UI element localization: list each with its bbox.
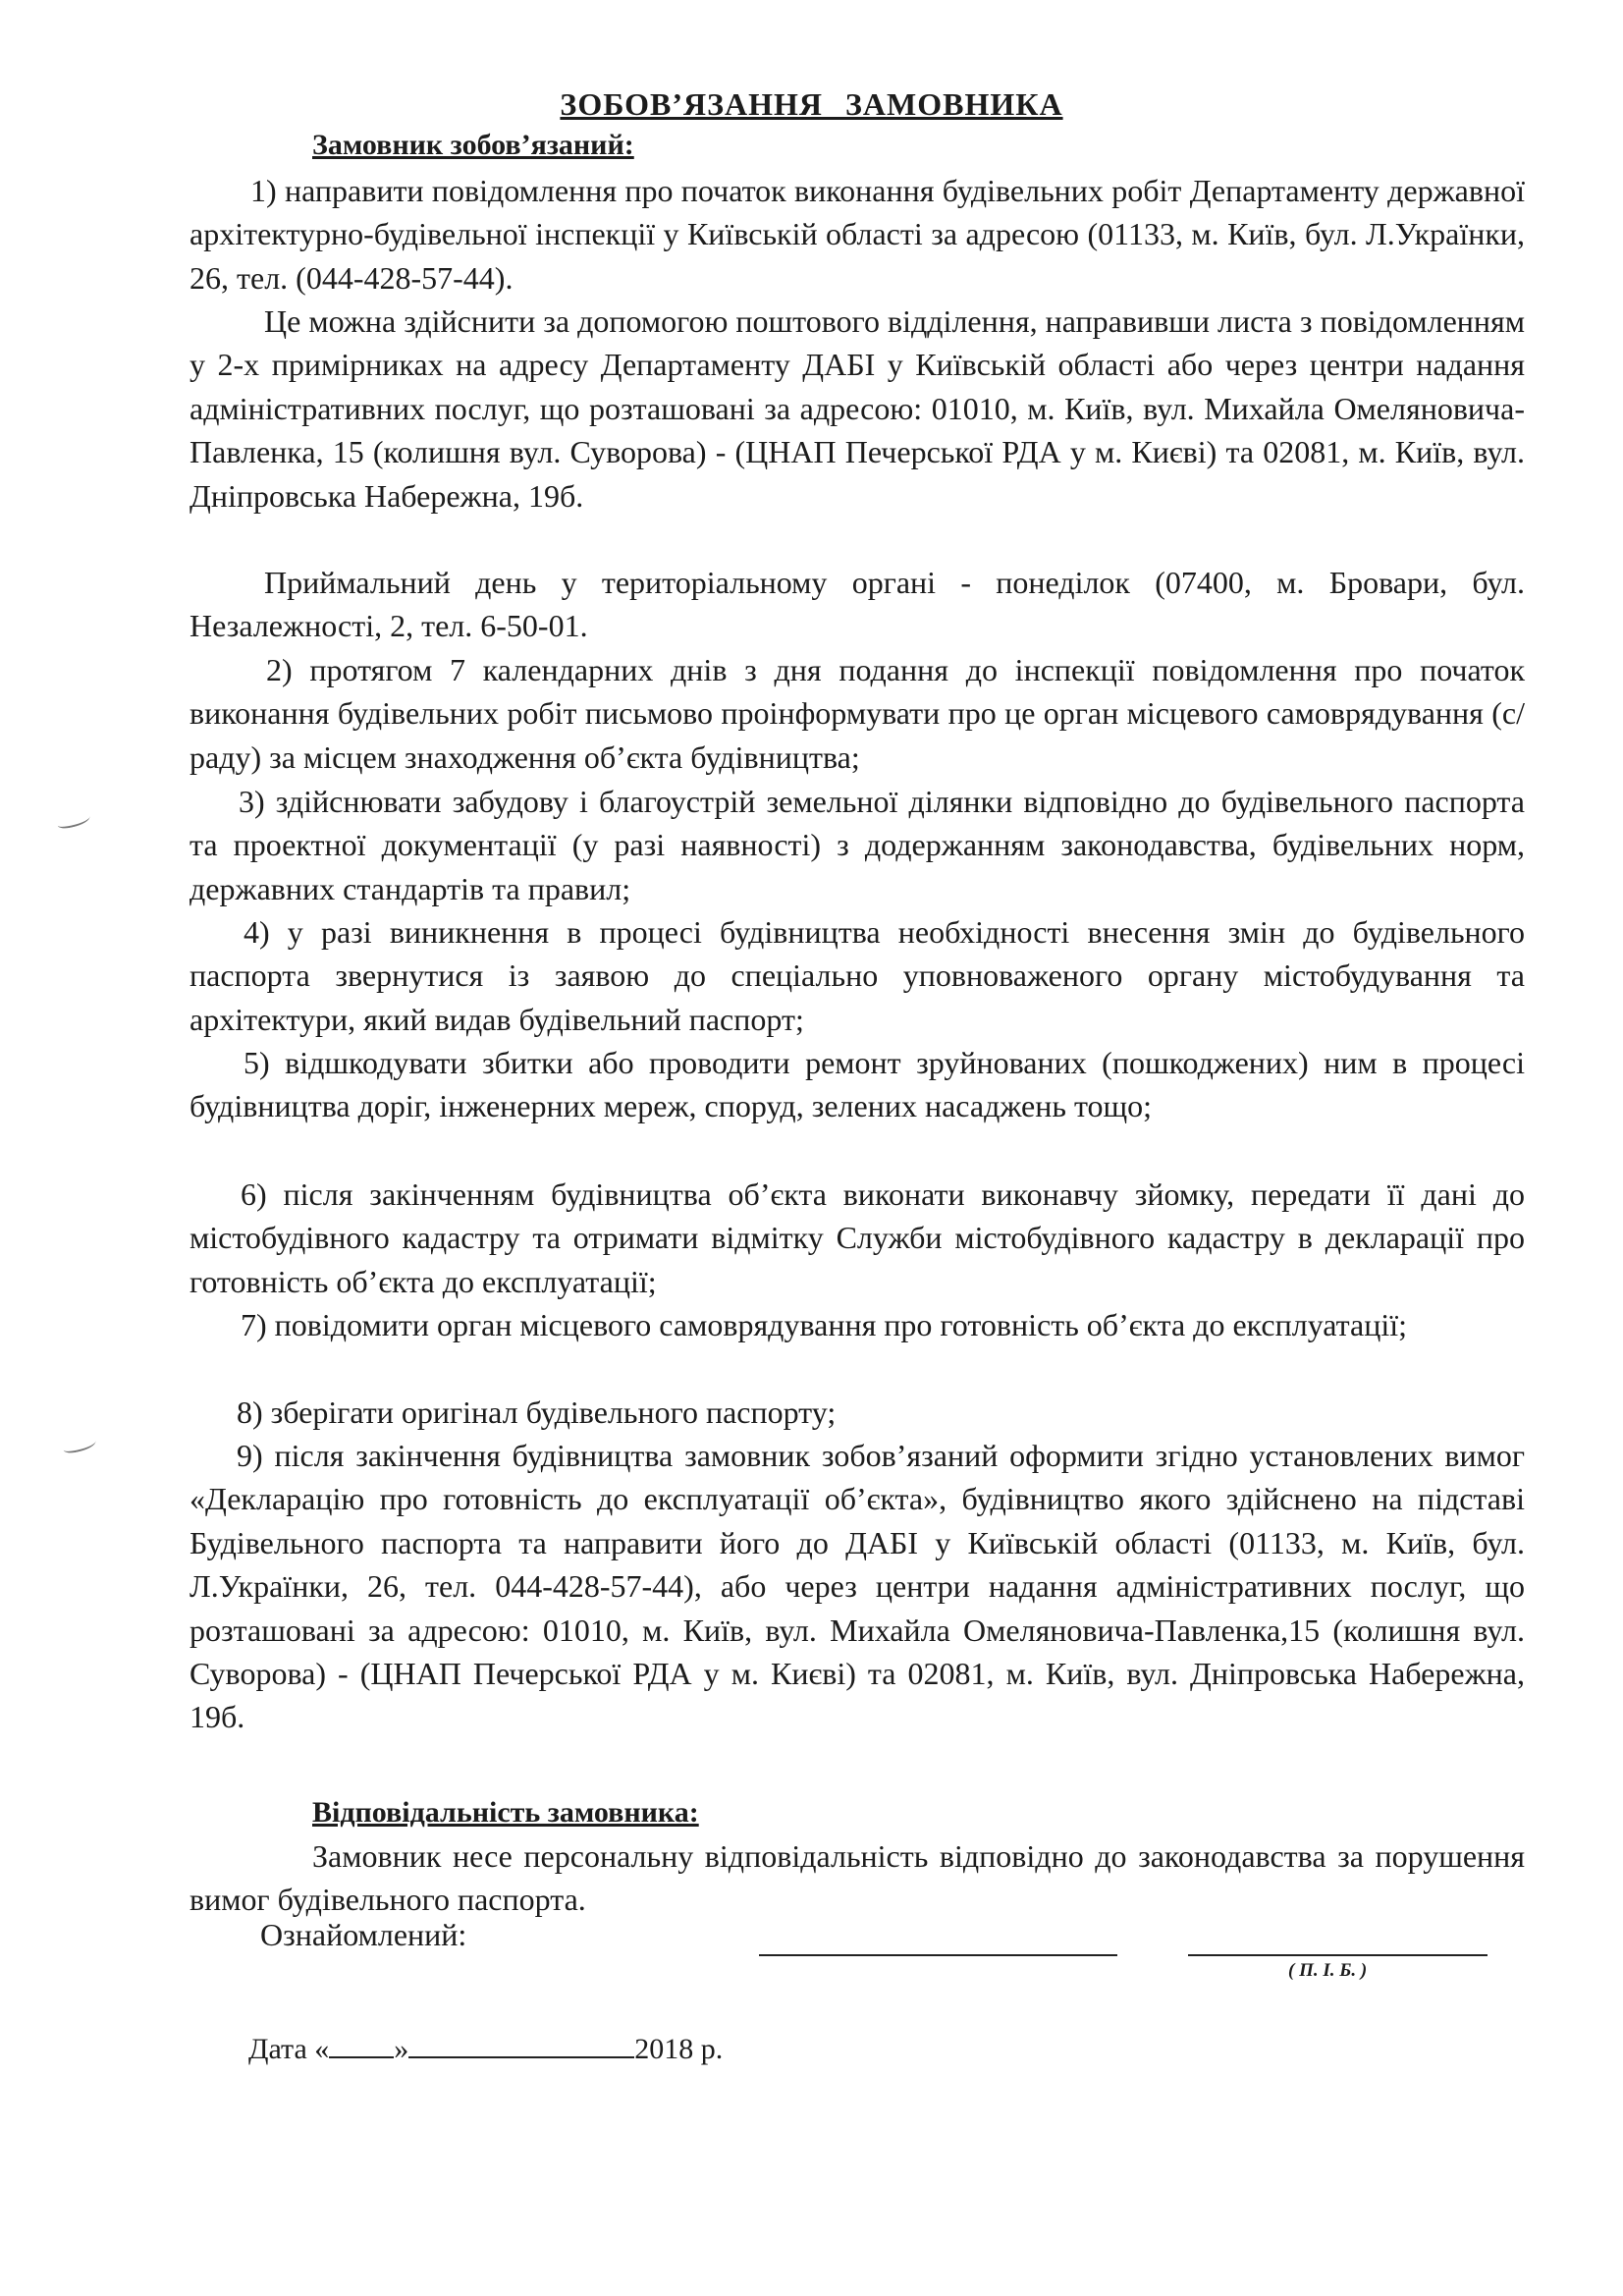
paragraph-text: 2) протягом 7 календарних днів з дня подання до інспекції повідомлення про початок виконання будівельних робіт письмово проінформувати про це орган місцевого самоврядування (с/раду) за місцем знаходження об’єкта будівництва;	[189, 652, 1525, 775]
pib-caption: ( П. І. Б. )	[1288, 1960, 1368, 1981]
paragraph-text: Замовник несе персональну відповідальність відповідно до законодавства за порушення вимог будівельного паспорта.	[189, 1838, 1525, 1918]
date-field	[248, 2031, 723, 2066]
paragraph-text: 8) зберігати оригінал будівельного паспорту;	[237, 1394, 837, 1430]
paragraph-text: 9) після закінчення будівництва замовник зобов’язаний оформити згідно установлених вимог «Декларацію про готовність до експлуатації об’єкта», будівництво якого здійснено на підставі Будівельного паспорта та направити його до ДАБІ у Київській області (01133, м. Київ, бул. Л.Українки, 26, тел. 044-428-57-44), або через центри надання адміністративних послуг, що розташовані за адресою: 01010, м. Київ, вул. Михайла Омеляновича-Павленка,15 (колишня вул. Суворова) - (ЦНАП Печерської РДА у м. Києві) та 02081, м. Київ, вул. Дніпровська Набережна, 19б.	[189, 1438, 1525, 1735]
paragraph-text: Приймальний день у територіальному органі - понеділок (07400, м. Бровари, бул. Незалежності, 2, тел. 6-50-01.	[189, 565, 1525, 644]
paragraph-4	[189, 648, 1525, 779]
paragraph-3	[189, 561, 1525, 648]
paragraph-text: Це можна здійснити за допомогою поштового відділення, направивши листа з повідомленням у 2-х примірниках на адресу Департаменту ДАБІ у Київській області або через центри надання адміністративних послуг, що розташовані за адресою: 01010, м. Київ, вул. Михайла Омеляновича-Павленка, 15 (колишня вул. Суворова) - (ЦНАП Печерської РДА у м. Києві) та 02081, м. Київ, вул. Дніпровська Набережна, 19б.	[189, 303, 1525, 514]
paragraph-11	[189, 1434, 1525, 1739]
paragraph-text: 1) направити повідомлення про початок виконання будівельних робіт Департаменту державної архітектурно-будівельної інспекції у Київській області за адресою (01133, м. Київ, бул. Л.Українки, 26, тел. (044-428-57-44).	[189, 173, 1525, 296]
paragraph-text: 4) у разі виникнення в процесі будівництва необхідності внесення змін до будівельного паспорта звернутися із заявою до спеціально уповноваженого органу містобудування та архітектури, який видав будівельний паспорт;	[189, 914, 1525, 1037]
paragraph-9	[189, 1303, 1525, 1346]
paragraph-2	[189, 300, 1525, 518]
paragraph-8	[189, 1173, 1525, 1303]
date-day-blank	[329, 2031, 394, 2058]
paragraph-1	[189, 169, 1525, 300]
obligations-heading: Замовник зобов’язаний:	[312, 129, 634, 161]
paragraph-text: 3) здійснювати забудову і благоустрій земельної ділянки відповідно до будівельного паспорта та проектної документації (у разі наявності) з додержанням законодавства, будівельних норм, державних стандартів та правил;	[189, 784, 1525, 906]
paragraph-10	[189, 1391, 1525, 1434]
acknowledged-label: Ознайомлений:	[260, 1917, 467, 1952]
paragraph-7	[189, 1041, 1525, 1128]
hole-punch-mark	[56, 812, 91, 831]
paragraph-5	[189, 780, 1525, 910]
document-title: ЗОБОВ’ЯЗАННЯ ЗАМОВНИКА	[560, 86, 1063, 122]
responsibility-paragraph	[189, 1834, 1525, 1922]
responsibility-heading: Відповідальність замовника:	[312, 1796, 699, 1829]
paragraph-text: 7) повідомити орган місцевого самоврядування про готовність об’єкта до експлуатації;	[241, 1307, 1408, 1342]
hole-punch-mark	[62, 1437, 97, 1455]
date-middle: »	[394, 2033, 409, 2065]
paragraph-6	[189, 910, 1525, 1041]
name-line	[1188, 1954, 1488, 1956]
date-prefix: Дата «	[248, 2033, 330, 2065]
date-month-blank	[408, 2031, 634, 2058]
date-suffix: 2018 р.	[634, 2033, 724, 2065]
paragraph-text: 5) відшкодувати збитки або проводити ремонт зруйнованих (пошкоджених) ним в процесі будівництва доріг, інженерних мереж, споруд, зелених насаджень тощо;	[189, 1045, 1525, 1124]
paragraph-text: 6) після закінченням будівництва об’єкта виконати виконавчу зйомку, передати її дані до містобудівного кадастру та отримати відмітку Служби містобудівного кадастру в декларації про готовність об’єкта до експлуатації;	[189, 1176, 1525, 1299]
signature-line	[759, 1954, 1117, 1956]
